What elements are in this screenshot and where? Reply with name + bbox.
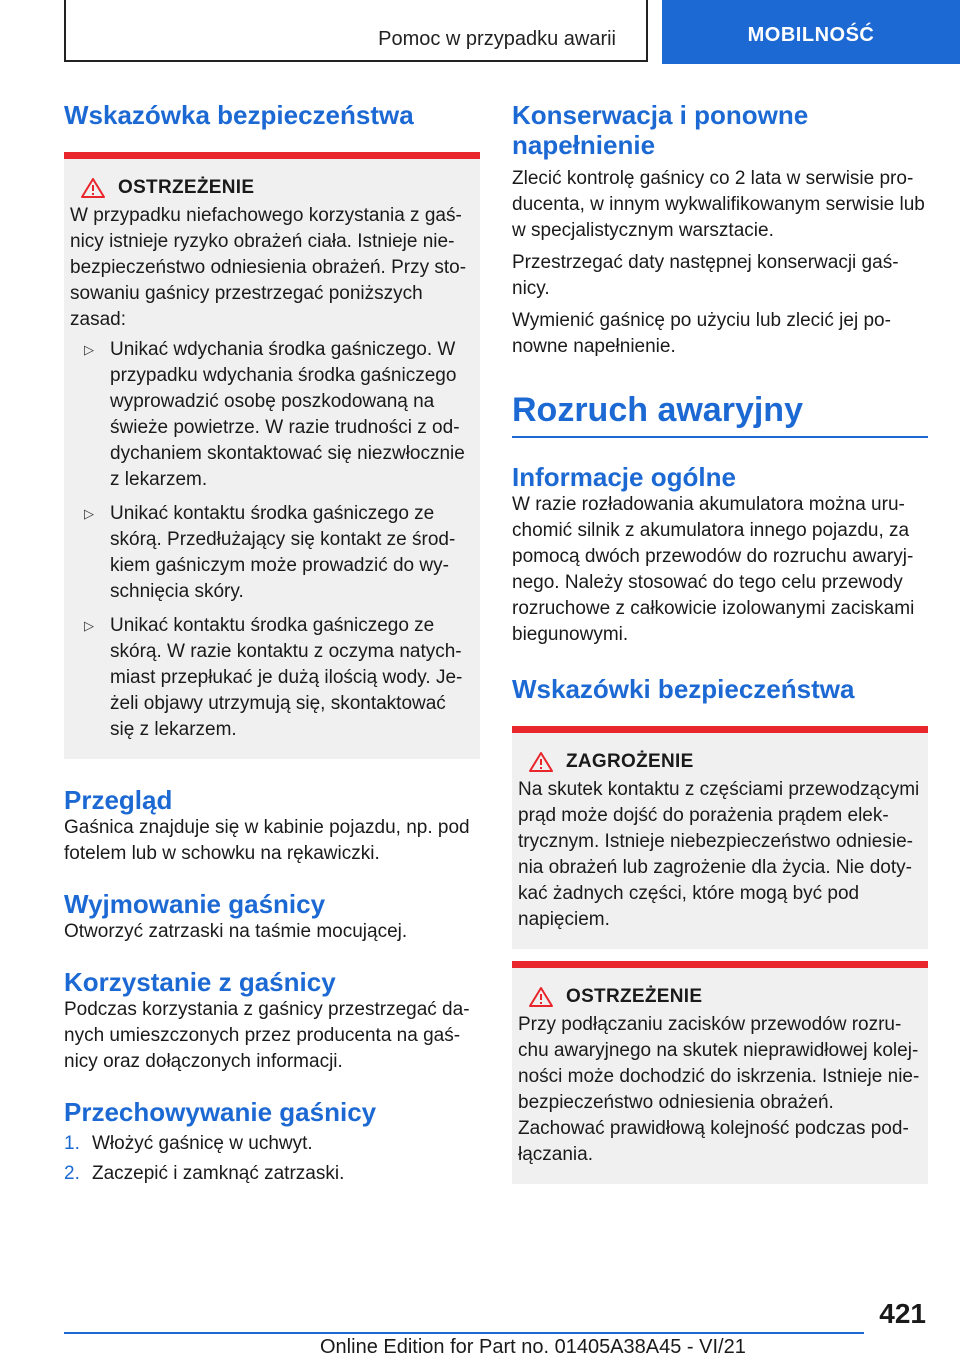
header-section-title: Pomoc w przypadku awarii bbox=[378, 28, 616, 50]
wyjmowanie-heading: Wyjmowanie gaśnicy bbox=[64, 889, 326, 919]
footer-rule bbox=[64, 1332, 864, 1334]
bullet-triangle-icon: ▷ bbox=[84, 342, 94, 357]
warning-intro: W przypadku niefachowego korzystania z gaśnicy istnieje ryzyko obrażeń ciała. Istnieje niebezpieczeństwo odniesienia obrażeń. Przy stosowaniu gaśnicy przestrzegać poniższych zasad: bbox=[70, 205, 467, 330]
danger-box bbox=[512, 726, 928, 949]
storage-steps bbox=[64, 1131, 480, 1187]
warning-box-2 bbox=[512, 961, 928, 1184]
warning-box bbox=[64, 152, 480, 759]
list-item: ▷ Unikać wdychania środka gaśniczego. W przypadku wdychania środka gaśniczego wyprowadzić osobę poszkodowaną na świeże powietrze. W razie trudności z oddychaniem skontaktować się niezwłocznie z lekarzem. bbox=[84, 339, 465, 490]
przeglad-text: Gaśnica znajduje się w kabinie pojazdu, np. pod fotelem lub w schowku na rękawiczki. bbox=[64, 817, 470, 864]
rozruch-heading: Rozruch awaryjny bbox=[512, 391, 803, 429]
przechowywanie-heading: Przechowywanie gaśnicy bbox=[64, 1097, 377, 1127]
danger-text: Na skutek kontaktu z częściami przewodzącymi prąd może dojść do porażenia prądem elektrycznym. Istnieje niebezpieczeństwo odniesienia obrażeń lub zagrożenie dla życia. Nie dotykać żadnych części, które mogą być pod napięciem. bbox=[518, 779, 920, 930]
konserwacja-p3: Wymienić gaśnicę po użyciu lub zlecić jej ponowne napełnienie. bbox=[512, 310, 891, 357]
warning-triangle-icon bbox=[80, 177, 106, 199]
bullet-triangle-icon: ▷ bbox=[84, 506, 94, 521]
informacje-text: W razie rozładowania akumulatora można uruchomić silnik z akumulatora innego pojazdu, za pomocą dwóch przewodów do rozruchu awaryjnego. Należy stosować do tego celu przewody rozruchowe z całkowicie izolowanymi zaciskami biegunowymi. bbox=[512, 494, 915, 645]
right-column bbox=[512, 100, 928, 1184]
warning-bullets bbox=[70, 337, 474, 743]
danger-title: ZAGROŻENIE bbox=[566, 751, 694, 772]
list-item: 1. Włożyć gaśnicę w uchwyt. bbox=[64, 1131, 480, 1157]
warning2-title-row bbox=[518, 986, 922, 1008]
warning2-text2: Zachować prawidłową kolejność podczas podłączania. bbox=[518, 1118, 909, 1165]
danger-title-row bbox=[518, 751, 922, 773]
warning2-text1: Przy podłączaniu zacisków przewodów rozruchu awaryjnego na skutek nieprawidłowej kolejności może dochodzić do iskrzenia. Istnieje niebezpieczeństwo odniesienia obrażeń. bbox=[518, 1014, 920, 1113]
konserwacja-p1: Zlecić kontrolę gaśnicy co 2 lata w serwisie producenta, w innym wykwalifikowanym serwisie lub w specjalistycznym warsztacie. bbox=[512, 168, 925, 241]
list-item: ▷ Unikać kontaktu środka gaśniczego ze skórą. Przedłużający się kontakt ze środkiem gaśniczym może prowadzić do wyschnięcia skóry. bbox=[84, 503, 456, 602]
warning-title-row bbox=[70, 177, 474, 199]
step-number: 2. bbox=[64, 1163, 80, 1184]
list-item: 2. Zaczepić i zamknąć zatrzaski. bbox=[64, 1161, 480, 1187]
page-number: 421 bbox=[879, 1298, 926, 1329]
warning-triangle-icon bbox=[528, 751, 554, 773]
przeglad-heading: Przegląd bbox=[64, 785, 173, 815]
korzystanie-text: Podczas korzystania z gaśnicy przestrzegać danych umieszczonych przez producenta na gaśnicy oraz dołączonych informacji. bbox=[64, 999, 470, 1072]
section-rule bbox=[512, 436, 928, 438]
step-number: 1. bbox=[64, 1133, 80, 1154]
informacje-heading: Informacje ogólne bbox=[512, 462, 736, 492]
konserwacja-p2: Przestrzegać daty następnej konserwacji gaśnicy. bbox=[512, 252, 899, 299]
korzystanie-heading: Korzystanie z gaśnicy bbox=[64, 967, 336, 997]
warning-title: OSTRZEŻENIE bbox=[118, 177, 255, 198]
wskazowki-heading: Wskazówki bezpieczeństwa bbox=[512, 674, 855, 704]
list-item: ▷ Unikać kontaktu środka gaśniczego ze skórą. W razie kontaktu z oczyma natychmiast przepłukać je dużą ilością wody. Jeżeli objawy utrzymują się, skontaktować się z lekarzem. bbox=[84, 615, 463, 740]
konserwacja-heading: Konserwacja i ponowne napełnienie bbox=[512, 100, 809, 160]
warning2-title: OSTRZEŻENIE bbox=[566, 986, 703, 1007]
safety-heading: Wskazówka bezpieczeństwa bbox=[64, 100, 414, 130]
warning-triangle-icon bbox=[528, 986, 554, 1008]
bullet-triangle-icon: ▷ bbox=[84, 618, 94, 633]
header-chapter-tab[interactable]: MOBILNOŚĆ bbox=[662, 0, 960, 64]
left-column bbox=[64, 100, 480, 1191]
header-frame bbox=[64, 0, 648, 62]
wyjmowanie-text: Otworzyć zatrzaski na taśmie mocującej. bbox=[64, 921, 408, 942]
footer-edition: Online Edition for Part no. 01405A38A45 - VI/21 bbox=[320, 1336, 746, 1358]
